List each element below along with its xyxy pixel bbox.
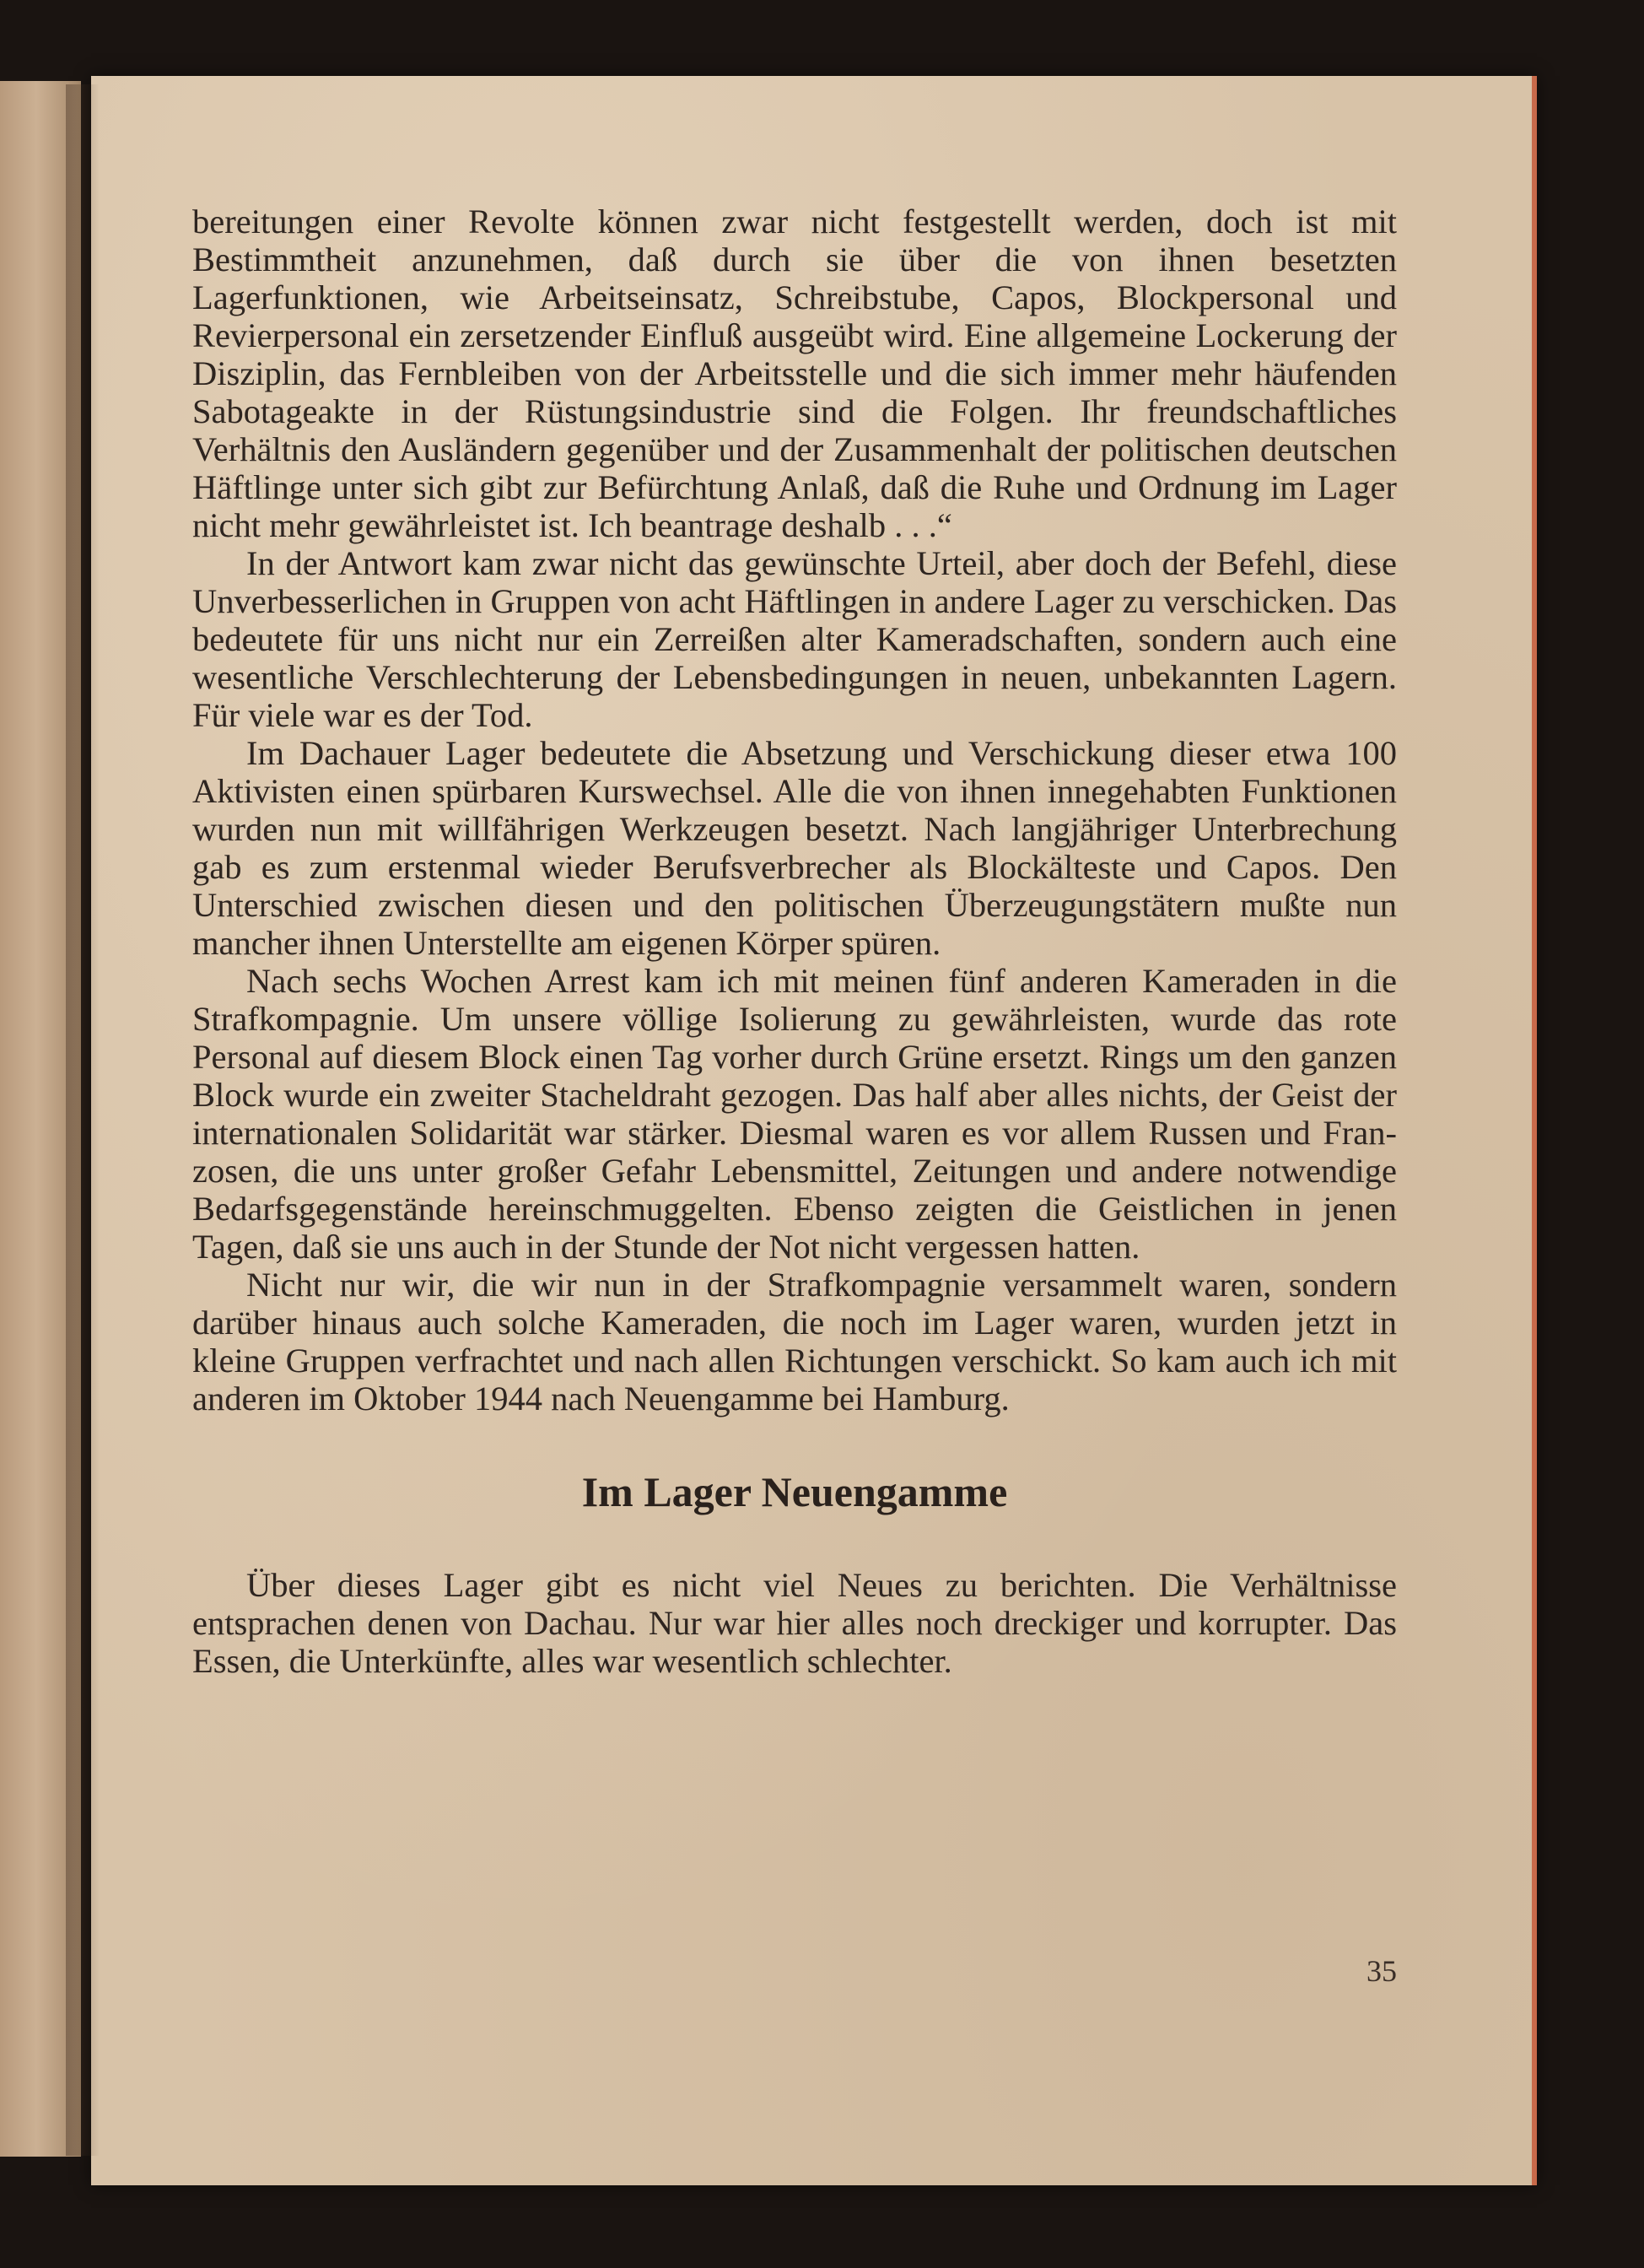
- book-page: [91, 76, 1537, 2185]
- body-text: [192, 202, 1397, 1680]
- section-paragraph: Über dieses Lager gibt es nicht viel Neues zu berichten. Die Verhältnisse entsprachen denen von Dachau. Nur war hier alles noch dreckiger und korrupter. Das Essen, die Unterkünfte, alles war wesentlich schlechter.: [192, 1566, 1397, 1680]
- paragraph-4: Nach sechs Wochen Arrest kam ich mit meinen fünf anderen Kameraden in die Strafkompagnie. Um unsere völlige Isolierung zu gewährleisten, wurde das rote Personal auf diesem Block einen Tag vorher durch Grüne ersetzt. Rings um den ganzen Block wurde ein zweiter Stacheldraht gezogen. Das half aber alles nichts, der Geist der internationalen Solidarität war stärker. Diesmal waren es vor allem Russen und Franzosen, die uns unter großer Gefahr Lebensmittel, Zeitungen und andere notwendige Bedarfsgegenstände hereinschmuggelten. Ebenso zeigten die Geistlichen in jenen Tagen, daß sie uns auch in der Stunde der Not nicht vergessen hatten.: [192, 962, 1397, 1266]
- paragraph-3: Im Dachauer Lager bedeutete die Absetzung und Verschickung dieser etwa 100 Aktivisten einen spürbaren Kurswechsel. Alle die von ihnen innegehabten Funktionen wurden nun mit willfährigen Werkzeugen besetzt. Nach langjähriger Unterbrechung gab es zum erstenmal wieder Berufsverbrecher als Blockälteste und Capos. Den Unterschied zwischen diesen und den politischen Überzeugungstätern mußte nun mancher ihnen Unterstellte am eigenen Körper spüren.: [192, 734, 1397, 962]
- page-number: 35: [1366, 1954, 1397, 1988]
- page-gutter-shadow: [66, 84, 100, 2156]
- section-heading: Im Lager Neuengamme: [581, 1468, 1008, 1515]
- paragraph-1: bereitungen einer Revolte können zwar nicht festgestellt werden, doch ist mit Bestimmtheit anzunehmen, daß durch sie über die von ihnen besetzten Lagerfunktionen, wie Arbeitseinsatz, Schreibstube, Capos, Blockpersonal und Revierpersonal ein zersetzender Einfluß ausgeübt wird. Eine allgemeine Lockerung der Disziplin, das Fernbleiben von der Arbeitsstelle und die sich immer mehr häufenden Sabotageakte in der Rüstungsindustrie sind die Folgen. Ihr freundschaftliches Verhältnis den Ausländern gegenüber und der Zusammenhalt der politischen deutschen Häftlinge unter sich gibt zur Befürchtung Anlaß, daß die Ruhe und Ordnung im Lager nicht mehr gewährleistet ist. Ich beantrage deshalb . . .“: [192, 202, 1397, 544]
- paragraph-2: In der Antwort kam zwar nicht das gewünschte Urteil, aber doch der Befehl, diese Unverbesserlichen in Gruppen von acht Häftlingen in andere Lager zu verschicken. Das bedeutete für uns nicht nur ein Zerreißen alter Kameradschaften, sondern auch eine wesentliche Verschlechterung der Lebensbedingungen in neuen, unbekannten Lagern. Für viele war es der Tod.: [192, 544, 1397, 734]
- paragraph-5: Nicht nur wir, die wir nun in der Strafkompagnie versammelt waren, sondern darüber hinaus auch solche Kameraden, die noch im Lager waren, wurden jetzt in kleine Gruppen verfrachtet und nach allen Richtungen verschickt. So kam auch ich mit anderen im Oktober 1944 nach Neuengamme bei Hamburg.: [192, 1266, 1397, 1418]
